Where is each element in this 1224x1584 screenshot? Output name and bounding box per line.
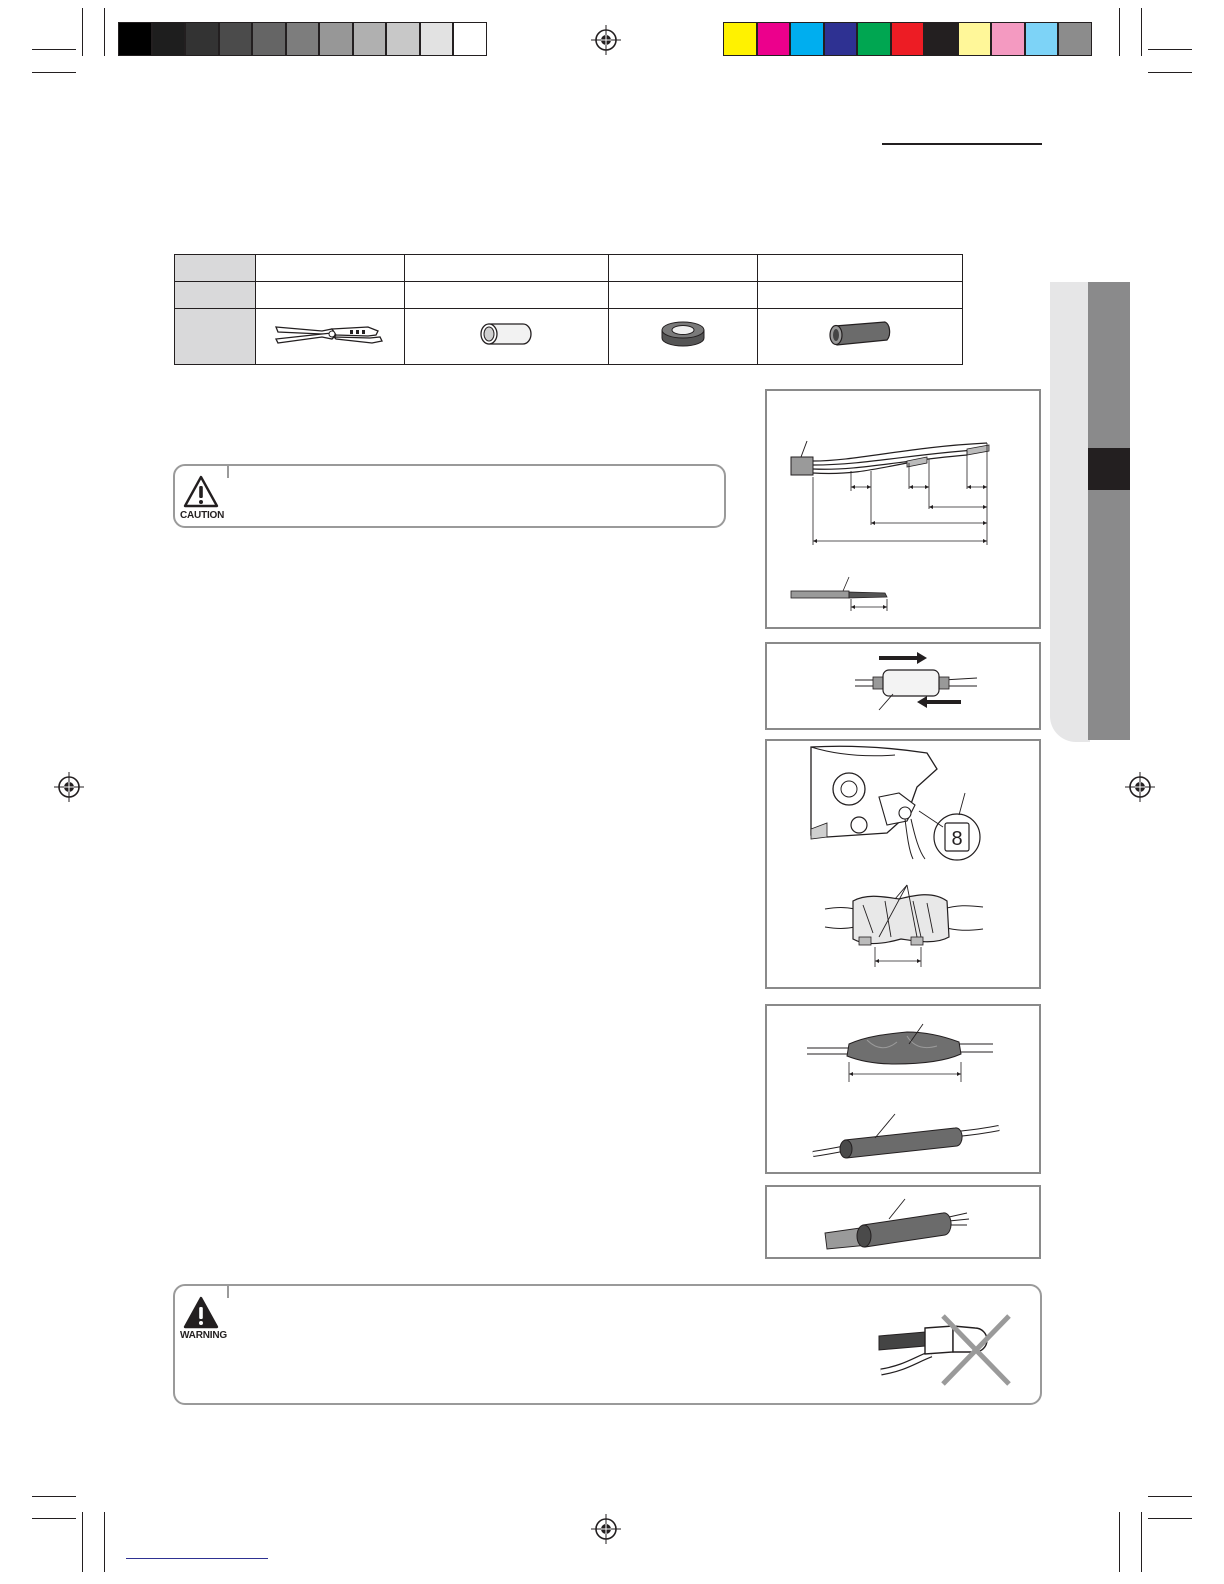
figure-stripped-cable <box>765 389 1041 629</box>
calibration-swatch <box>453 22 487 56</box>
finished-joint-diagram <box>767 1187 1039 1257</box>
calibration-swatch <box>1058 22 1092 56</box>
registration-target-icon <box>591 25 621 55</box>
crimp-die-digit: 8 <box>951 828 963 850</box>
tools-table <box>174 254 963 365</box>
calibration-swatch <box>857 22 891 56</box>
table-cell <box>256 255 405 282</box>
heat-shrink-tube-icon <box>825 318 895 350</box>
table-cell <box>256 282 405 309</box>
crimping-pliers-icon <box>272 319 388 349</box>
calibration-swatch <box>185 22 219 56</box>
calibration-swatch <box>824 22 858 56</box>
caution-box <box>173 464 726 528</box>
calibration-swatch <box>353 22 387 56</box>
side-tab-light <box>1050 282 1090 742</box>
side-tab-dark <box>1088 282 1130 740</box>
table-cell <box>609 255 758 282</box>
table-cell <box>609 282 758 309</box>
registration-target-icon <box>591 1514 621 1544</box>
table-cell-tool-3 <box>609 309 758 365</box>
table-cell-tool-4 <box>758 309 963 365</box>
table-header-cell <box>175 255 256 282</box>
warning-label: WARNING <box>180 1330 227 1341</box>
registration-target-icon <box>54 772 84 802</box>
table-header-cell <box>175 309 256 365</box>
figure-sleeve-insertion <box>765 642 1041 730</box>
calibration-swatch <box>118 22 152 56</box>
insulation-tape-roll-icon <box>658 318 708 350</box>
header-rule <box>882 143 1042 145</box>
figure-finished-joint <box>765 1185 1041 1259</box>
calibration-swatch <box>958 22 992 56</box>
figure-taping <box>765 1004 1041 1174</box>
sleeve-insertion-diagram <box>767 644 1039 728</box>
calibration-swatch <box>723 22 757 56</box>
calibration-swatch <box>319 22 353 56</box>
calibration-swatch <box>219 22 253 56</box>
prohibited-connection-illustration <box>875 1306 1015 1388</box>
calibration-swatch <box>1025 22 1059 56</box>
calibration-swatch <box>386 22 420 56</box>
crimp-sleeve-icon <box>477 318 537 350</box>
table-cell <box>405 282 609 309</box>
calibration-swatch <box>286 22 320 56</box>
caution-triangle-icon <box>183 475 219 509</box>
warning-box <box>173 1284 1042 1405</box>
crimping-diagram <box>767 741 1039 987</box>
table-cell <box>758 282 963 309</box>
calibration-swatch <box>152 22 186 56</box>
calibration-swatch <box>891 22 925 56</box>
calibration-swatch <box>790 22 824 56</box>
taping-diagram <box>767 1006 1039 1172</box>
figure-crimping <box>765 739 1041 989</box>
calibration-swatch <box>991 22 1025 56</box>
calibration-swatch <box>924 22 958 56</box>
calibration-swatch <box>420 22 454 56</box>
registration-target-icon <box>1125 772 1155 802</box>
calibration-swatch <box>757 22 791 56</box>
footer-link-rule <box>126 1558 268 1559</box>
table-cell-tool-1 <box>256 309 405 365</box>
warning-triangle-icon <box>183 1296 219 1330</box>
table-cell <box>758 255 963 282</box>
table-header-cell <box>175 282 256 309</box>
stripped-cable-diagram <box>767 391 1039 627</box>
calibration-swatch <box>252 22 286 56</box>
table-cell-tool-2 <box>405 309 609 365</box>
table-cell <box>405 255 609 282</box>
caution-label: CAUTION <box>180 510 225 521</box>
side-chapter-tab <box>1050 282 1130 742</box>
side-tab-marker <box>1088 448 1130 490</box>
